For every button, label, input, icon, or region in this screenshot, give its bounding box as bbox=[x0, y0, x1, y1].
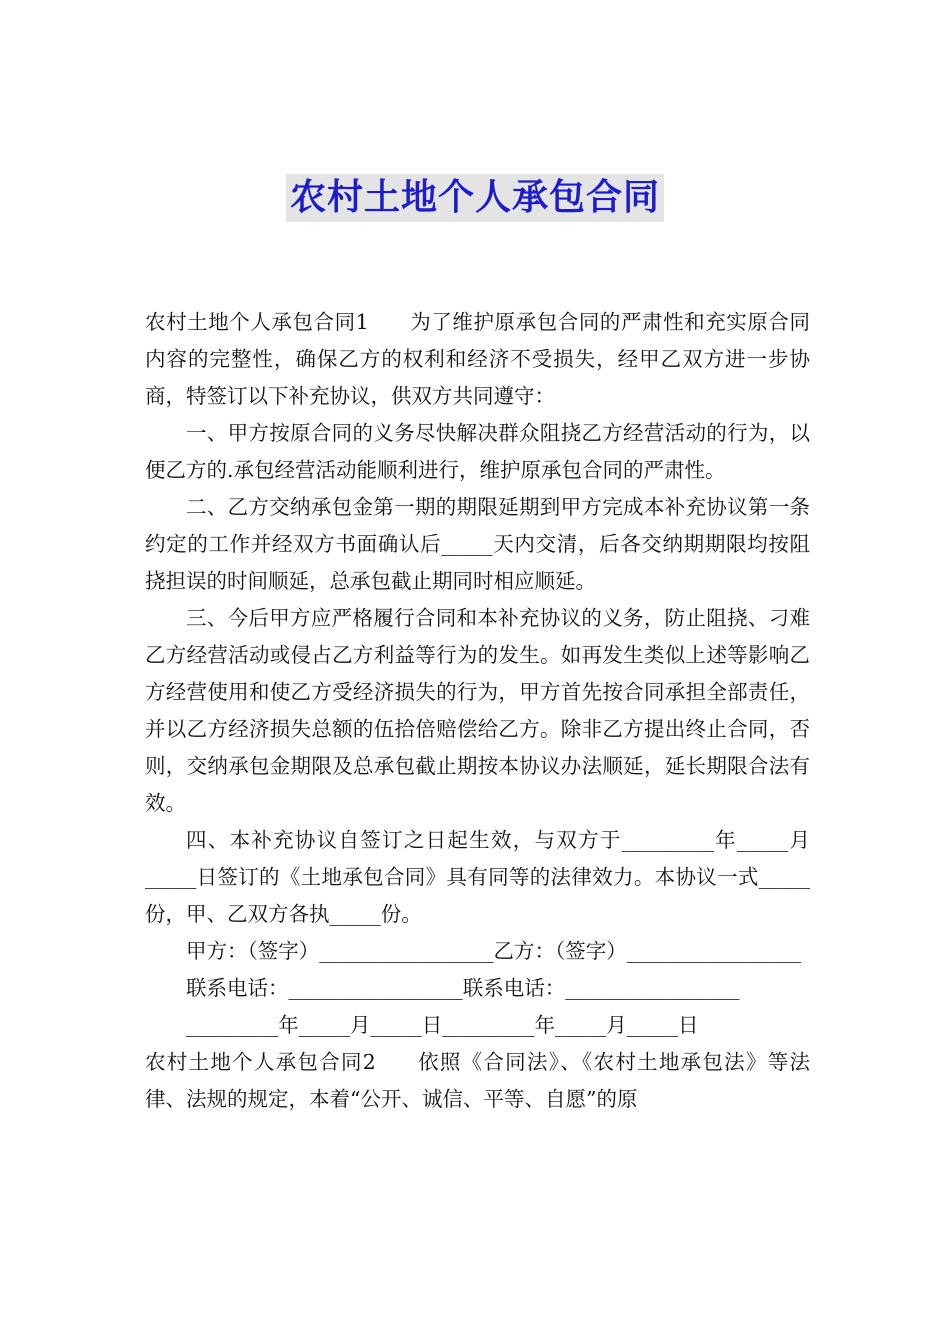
paragraph-1 bbox=[145, 304, 810, 415]
paragraph-2-text: 依照《合同法》、《农村土地承包法》等法律、法规的规定，本着“公开、诚信、平等、自愿”的原 bbox=[145, 1050, 811, 1111]
paragraph-2 bbox=[145, 1044, 810, 1118]
clause-4: 四、本补充协议自签订之日起生效，与双方于_________年_____月_____日签订的《土地承包合同》具有同等的法律效力。本协议一式_____份，甲、乙双方各执_____份。 bbox=[145, 828, 810, 926]
clause-2: 二、乙方交纳承包金第一期的期限延期到甲方完成本补充协议第一条约定的工作并经双方书面确认后_____天内交清，后各交纳期期限均按阻挠担误的时间顺延，总承包截止期同时相应顺延。 bbox=[145, 495, 810, 593]
phone-line: 联系电话：_________________联系电话：_________________ bbox=[186, 976, 740, 1000]
section-heading-2: 农村土地个人承包合同2 bbox=[145, 1050, 376, 1074]
clause-3: 三、今后甲方应严格履行合同和本补充协议的义务，防止阻挠、刁难乙方经营活动或侵占乙方利益等行为的发生。如再发生类似上述等影响乙方经营使用和使乙方受经济损失的行为，甲方首先按合同承担全部责任，并以乙方经济损失总额的伍拾倍赔偿给乙方。除非乙方提出终止合同，否则，交纳承包金期限及总承包截止期按本协议办法顺延，延长期限合法有效。 bbox=[145, 606, 810, 815]
clause-1: 一、甲方按原合同的义务尽快解决群众阻挠乙方经营活动的行为，以便乙方的.承包经营活动能顺利进行，维护原承包合同的严肃性。 bbox=[145, 421, 810, 482]
signature-line: 甲方：（签字）_________________乙方：（签字）_________________ bbox=[186, 939, 801, 963]
section-heading-1: 农村土地个人承包合同1 bbox=[145, 310, 369, 334]
paragraph-1-text: 为了维护原承包合同的严肃性和充实原合同内容的完整性，确保乙方的权利和经济不受损失，经甲乙双方进一步协商，特签订以下补充协议，供双方共同遵守： bbox=[145, 310, 810, 408]
title-wrap bbox=[0, 174, 950, 222]
document-title: 农村土地个人承包合同 bbox=[286, 174, 664, 222]
date-line: _________年_____月_____日_________年_____月_____日 bbox=[186, 1013, 699, 1037]
document-body bbox=[145, 304, 810, 1118]
